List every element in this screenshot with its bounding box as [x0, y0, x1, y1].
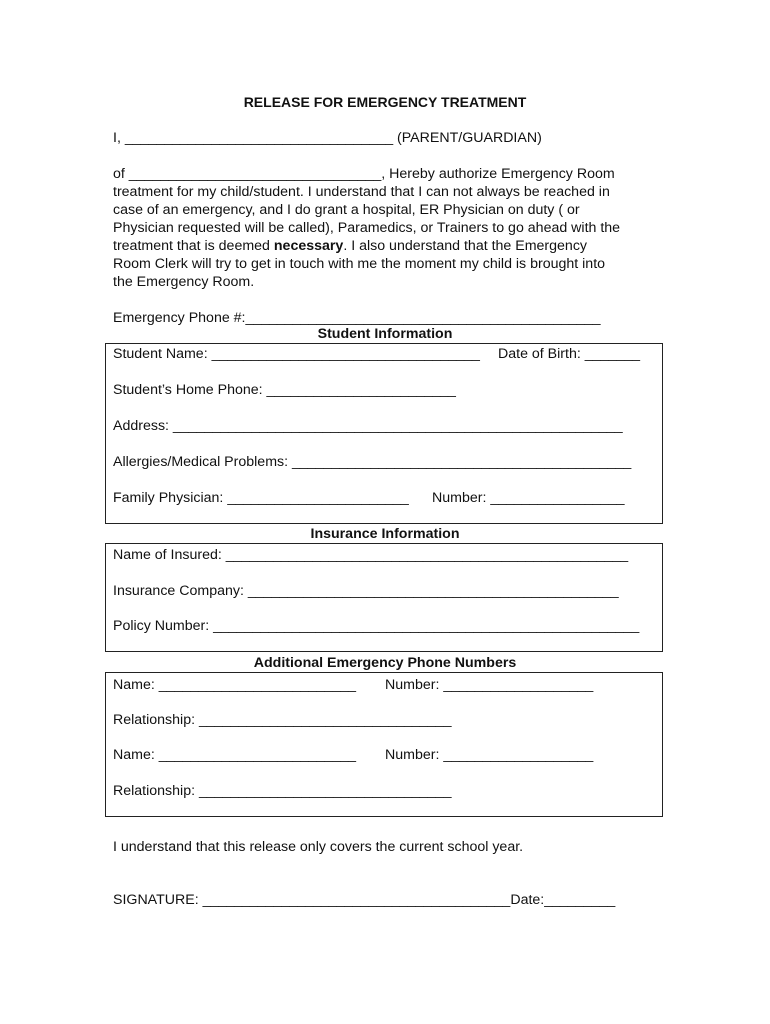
allergies-field[interactable]: Allergies/Medical Problems: ___________________________________________: [113, 454, 632, 470]
paragraph-line: Physician requested will be called), Paramedics, or Trainers to go ahead with the: [113, 220, 621, 236]
paragraph-line: Room Clerk will try to get in touch with me the moment my child is brought into: [113, 256, 606, 272]
insurance-info-heading: Insurance Information: [310, 526, 460, 542]
paragraph-text: . I also understand that the Emergency: [343, 238, 588, 254]
guardian-line: I, __________________________________ (PARENT/GUARDIAN): [113, 130, 542, 146]
paragraph-line: of ________________________________, Hereby authorize Emergency Room: [113, 166, 615, 182]
contact1-number-field[interactable]: Number: ___________________: [385, 677, 594, 693]
signature-line[interactable]: SIGNATURE: _______________________________________Date:_________: [113, 892, 616, 908]
home-phone-field[interactable]: Student’s Home Phone: ________________________: [113, 382, 456, 398]
contact2-relationship-field[interactable]: Relationship: ________________________________: [113, 783, 452, 799]
student-info-heading: Student Information: [317, 326, 453, 342]
family-physician-field[interactable]: Family Physician: _______________________: [113, 490, 409, 506]
student-name-field[interactable]: Student Name: __________________________________: [113, 346, 480, 362]
physician-number-field[interactable]: Number: _________________: [432, 490, 625, 506]
release-note: I understand that this release only covers the current school year.: [113, 839, 524, 855]
contact1-relationship-field[interactable]: Relationship: ________________________________: [113, 712, 452, 728]
form-title: RELEASE FOR EMERGENCY TREATMENT: [243, 94, 527, 110]
date-of-birth-field[interactable]: Date of Birth: _______: [498, 346, 640, 362]
insurance-company-field[interactable]: Insurance Company: _______________________________________________: [113, 583, 619, 599]
address-field[interactable]: Address: _________________________________________________________: [113, 418, 623, 434]
paragraph-line: treatment for my child/student. I understand that I can not always be reached in: [113, 184, 610, 200]
paragraph-text: treatment that is deemed: [113, 238, 274, 254]
necessary-bold: necessary: [273, 238, 344, 254]
contact2-name-field[interactable]: Name: _________________________: [113, 747, 356, 763]
paragraph-line: the Emergency Room.: [113, 274, 255, 290]
contact2-number-field[interactable]: Number: ___________________: [385, 747, 594, 763]
paragraph-line: case of an emergency, and I do grant a hospital, ER Physician on duty ( or: [113, 202, 580, 218]
name-of-insured-field[interactable]: Name of Insured: ___________________________________________________: [113, 547, 629, 563]
emergency-phone-field[interactable]: Emergency Phone #:_____________________________________________: [113, 310, 601, 326]
contact1-name-field[interactable]: Name: _________________________: [113, 677, 356, 693]
authorization-paragraph: [113, 165, 673, 291]
additional-phones-heading: Additional Emergency Phone Numbers: [253, 655, 517, 671]
paragraph-line: [113, 237, 673, 255]
policy-number-field[interactable]: Policy Number: ______________________________________________________: [113, 618, 640, 634]
